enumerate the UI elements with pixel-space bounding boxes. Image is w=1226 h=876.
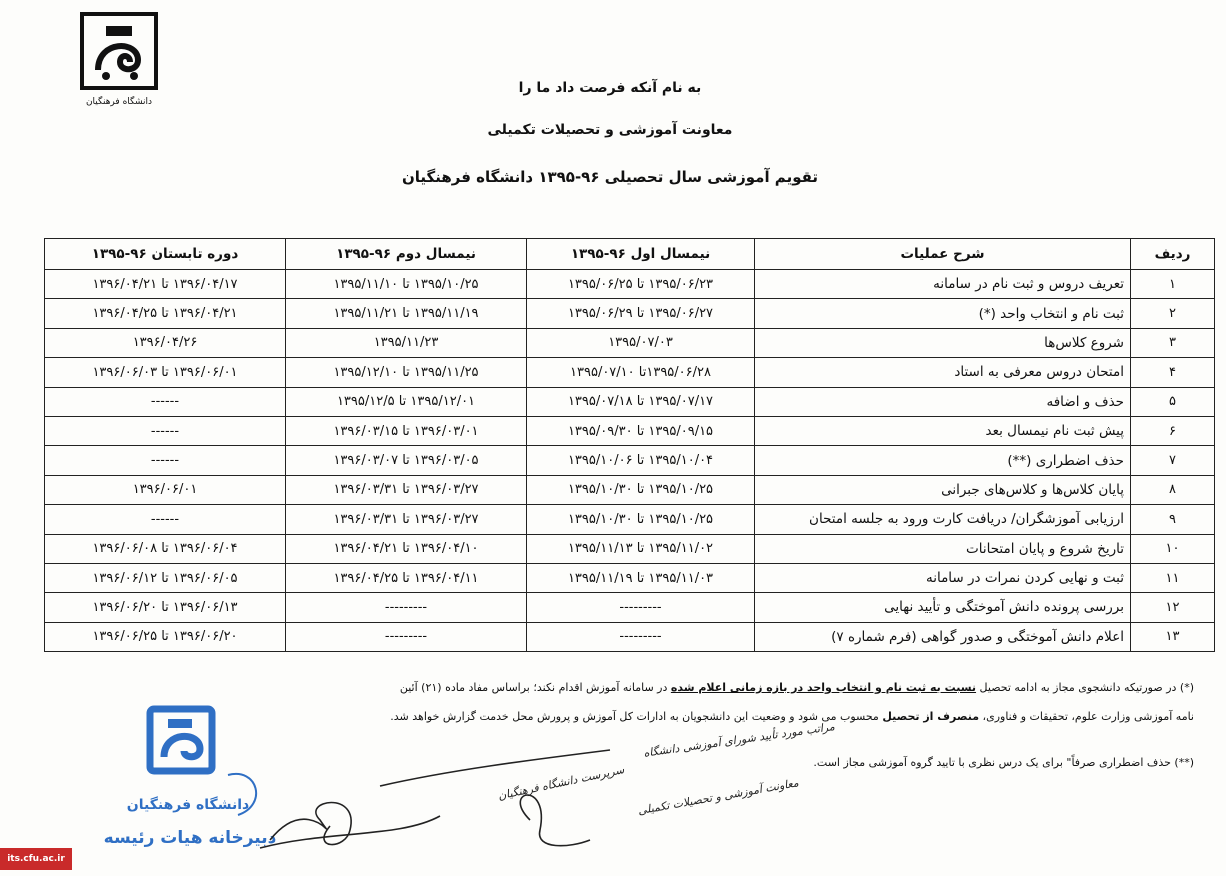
summer-cell: ۱۳۹۶/۰۶/۰۴ تا ۱۳۹۶/۰۶/۰۸ — [45, 534, 286, 563]
summer-cell: ------ — [45, 446, 286, 475]
department-title: معاونت آموزشی و تحصیلات تکمیلی — [487, 122, 733, 138]
summer-cell: ------ — [45, 416, 286, 445]
handwritten-signatures — [250, 720, 836, 870]
description-cell: تعریف دروس و ثبت نام در سامانه — [755, 270, 1131, 299]
svg-text:دبیرخانه هیات رئیسه: دبیرخانه هیات رئیسه — [103, 828, 277, 848]
summer-cell: ۱۳۹۶/۰۴/۱۷ تا ۱۳۹۶/۰۴/۲۱ — [45, 270, 286, 299]
description-cell: تاریخ شروع و پایان امتحانات — [755, 534, 1131, 563]
semester-2-cell: ۱۳۹۶/۰۳/۲۷ تا ۱۳۹۶/۰۳/۳۱ — [286, 505, 527, 534]
invocation-line: به نام آنکه فرصت داد ما را — [518, 80, 702, 96]
table-row — [45, 534, 1215, 563]
table-row — [45, 387, 1215, 416]
header-semester-1: نیمسال اول ۹۶-۱۳۹۵ — [527, 239, 755, 270]
table-row — [45, 446, 1215, 475]
semester-1-cell: ۱۳۹۵/۱۰/۲۵ تا ۱۳۹۵/۱۰/۳۰ — [527, 475, 755, 504]
table-row — [45, 328, 1215, 357]
header-summer: دوره تابستان ۹۶-۱۳۹۵ — [45, 239, 286, 270]
summer-cell: ۱۳۹۶/۰۴/۲۶ — [45, 328, 286, 357]
semester-2-cell: --------- — [286, 622, 527, 651]
semester-1-cell: ۱۳۹۵/۰۹/۱۵ تا ۱۳۹۵/۰۹/۳۰ — [527, 416, 755, 445]
row-number-cell: ۳ — [1131, 328, 1215, 357]
row-number-cell: ۱۳ — [1131, 622, 1215, 651]
table-row — [45, 416, 1215, 445]
note-registration-part-a: (*) در صورتیکه دانشجوی مجاز به ادامه تحصیل — [976, 681, 1194, 694]
svg-text:معاونت آموزشی و تحصیلات تکمیلی: معاونت آموزشی و تحصیلات تکمیلی — [636, 776, 800, 818]
description-cell: امتحان دروس معرفی به استاد — [755, 358, 1131, 387]
row-number-cell: ۱۰ — [1131, 534, 1215, 563]
row-number-cell: ۱۲ — [1131, 593, 1215, 622]
university-logo — [76, 10, 162, 110]
site-badge: its.cfu.ac.ir — [0, 848, 72, 870]
description-cell: شروع کلاس‌ها — [755, 328, 1131, 357]
semester-1-cell: ۱۳۹۵/۰۶/۲۳ تا ۱۳۹۵/۰۶/۲۵ — [527, 270, 755, 299]
calendar-title: تقویم آموزشی سال تحصیلی ۹۶-۱۳۹۵ دانشگاه فرهنگیان — [401, 168, 819, 186]
summer-cell: ۱۳۹۶/۰۶/۲۰ تا ۱۳۹۶/۰۶/۲۵ — [45, 622, 286, 651]
note-registration — [44, 681, 1194, 695]
summer-cell: ۱۳۹۶/۰۴/۲۱ تا ۱۳۹۶/۰۴/۲۵ — [45, 299, 286, 328]
header-description: شرح عملیات — [755, 239, 1131, 270]
svg-text:دانشگاه فرهنگیان: دانشگاه فرهنگیان — [85, 97, 153, 107]
table-header-row — [45, 239, 1215, 270]
row-number-cell: ۸ — [1131, 475, 1215, 504]
row-number-cell: ۱ — [1131, 270, 1215, 299]
svg-text:مراتب مورد تأیید شورای آموزشی: مراتب مورد تأیید شورای آموزشی دانشگاه — [642, 720, 836, 760]
semester-1-cell: --------- — [527, 593, 755, 622]
table-row — [45, 299, 1215, 328]
semester-2-cell: ۱۳۹۶/۰۳/۰۱ تا ۱۳۹۶/۰۳/۱۵ — [286, 416, 527, 445]
semester-2-cell: ۱۳۹۵/۱۱/۲۵ تا ۱۳۹۵/۱۲/۱۰ — [286, 358, 527, 387]
description-cell: پایان کلاس‌ها و کلاس‌های جبرانی — [755, 475, 1131, 504]
semester-1-cell: ۱۳۹۵/۱۱/۰۲ تا ۱۳۹۵/۱۱/۱۳ — [527, 534, 755, 563]
table-row — [45, 622, 1215, 651]
semester-1-cell: ۱۳۹۵/۰۶/۲۸تا ۱۳۹۵/۰۷/۱۰ — [527, 358, 755, 387]
svg-text:دانشگاه فرهنگیان: دانشگاه فرهنگیان — [126, 797, 250, 813]
semester-2-cell: ۱۳۹۶/۰۳/۰۵ تا ۱۳۹۶/۰۳/۰۷ — [286, 446, 527, 475]
row-number-cell: ۱۱ — [1131, 563, 1215, 592]
description-cell: حذف و اضافه — [755, 387, 1131, 416]
description-cell: ثبت و نهایی کردن نمرات در سامانه — [755, 563, 1131, 592]
table-row — [45, 270, 1215, 299]
table-row — [45, 593, 1215, 622]
header-semester-2: نیمسال دوم ۹۶-۱۳۹۵ — [286, 239, 527, 270]
university-logo-icon — [76, 10, 162, 110]
row-number-cell: ۹ — [1131, 505, 1215, 534]
note-regulation-part-a: نامه آموزشی وزارت علوم، تحقیقات و فناوری، — [979, 710, 1194, 723]
header-row-number: ردیف — [1131, 239, 1215, 270]
semester-2-cell: ۱۳۹۵/۱۲/۰۱ تا ۱۳۹۵/۱۲/۵ — [286, 387, 527, 416]
description-cell: ثبت نام و انتخاب واحد (*) — [755, 299, 1131, 328]
table-row — [45, 505, 1215, 534]
summer-cell: ۱۳۹۶/۰۶/۰۵ تا ۱۳۹۶/۰۶/۱۲ — [45, 563, 286, 592]
summer-cell: ۱۳۹۶/۰۶/۰۱ تا ۱۳۹۶/۰۶/۰۳ — [45, 358, 286, 387]
semester-2-cell: ۱۳۹۶/۰۴/۱۱ تا ۱۳۹۶/۰۴/۲۵ — [286, 563, 527, 592]
note-registration-emphasis: نسبت به ثبت نام و انتخاب واحد در بازه زمانی اعلام شده — [670, 681, 977, 694]
row-number-cell: ۲ — [1131, 299, 1215, 328]
semester-2-cell: ۱۳۹۵/۱۱/۱۹ تا ۱۳۹۵/۱۱/۲۱ — [286, 299, 527, 328]
note-emergency-drop: (**) حذف اضطراری صرفاً" برای یک درس نظری با تایید گروه آموزشی مجاز است. — [813, 756, 1194, 769]
note-regulation-part-c: محسوب می شود و وضعیت این دانشجویان به ادارات کل آموزش و پرورش محل خدمت گزارش خواهد شد. — [390, 710, 883, 723]
note-regulation-emphasis: منصرف از تحصیل — [882, 710, 980, 723]
note-registration-part-c: در سامانه آموزش اقدام نکند؛ براساس مفاد ماده (۲۱) آئین — [399, 681, 671, 694]
table-row — [45, 358, 1215, 387]
semester-1-cell: ۱۳۹۵/۱۰/۰۴ تا ۱۳۹۵/۱۰/۰۶ — [527, 446, 755, 475]
description-cell: حذف اضطراری (**) — [755, 446, 1131, 475]
semester-1-cell: --------- — [527, 622, 755, 651]
signature-icon — [250, 720, 836, 870]
semester-2-cell: ۱۳۹۶/۰۳/۲۷ تا ۱۳۹۶/۰۳/۳۱ — [286, 475, 527, 504]
semester-1-cell: ۱۳۹۵/۱۰/۲۵ تا ۱۳۹۵/۱۰/۳۰ — [527, 505, 755, 534]
row-number-cell: ۴ — [1131, 358, 1215, 387]
semester-2-cell: --------- — [286, 593, 527, 622]
description-cell: اعلام دانش آموختگی و صدور گواهی (فرم شماره ۷) — [755, 622, 1131, 651]
table-row — [45, 563, 1215, 592]
semester-1-cell: ۱۳۹۵/۰۷/۰۳ — [527, 328, 755, 357]
semester-2-cell: ۱۳۹۵/۱۱/۲۳ — [286, 328, 527, 357]
summer-cell: ------ — [45, 505, 286, 534]
semester-1-cell: ۱۳۹۵/۰۶/۲۷ تا ۱۳۹۵/۰۶/۲۹ — [527, 299, 755, 328]
summer-cell: ۱۳۹۶/۰۶/۰۱ — [45, 475, 286, 504]
svg-text:سرپرست دانشگاه فرهنگیان: سرپرست دانشگاه فرهنگیان — [496, 763, 626, 803]
semester-2-cell: ۱۳۹۵/۱۰/۲۵ تا ۱۳۹۵/۱۱/۱۰ — [286, 270, 527, 299]
summer-cell: ۱۳۹۶/۰۶/۱۳ تا ۱۳۹۶/۰۶/۲۰ — [45, 593, 286, 622]
semester-1-cell: ۱۳۹۵/۰۷/۱۷ تا ۱۳۹۵/۰۷/۱۸ — [527, 387, 755, 416]
row-number-cell: ۵ — [1131, 387, 1215, 416]
row-number-cell: ۷ — [1131, 446, 1215, 475]
description-cell: ارزیابی آموزشگران/ دریافت کارت ورود به جلسه امتحان — [755, 505, 1131, 534]
description-cell: پیش ثبت نام نیمسال بعد — [755, 416, 1131, 445]
row-number-cell: ۶ — [1131, 416, 1215, 445]
semester-2-cell: ۱۳۹۶/۰۴/۱۰ تا ۱۳۹۶/۰۴/۲۱ — [286, 534, 527, 563]
summer-cell: ------ — [45, 387, 286, 416]
semester-1-cell: ۱۳۹۵/۱۱/۰۳ تا ۱۳۹۵/۱۱/۱۹ — [527, 563, 755, 592]
description-cell: بررسی پرونده دانش آموختگی و تأیید نهایی — [755, 593, 1131, 622]
table-row — [45, 475, 1215, 504]
academic-calendar-table — [44, 238, 1215, 652]
